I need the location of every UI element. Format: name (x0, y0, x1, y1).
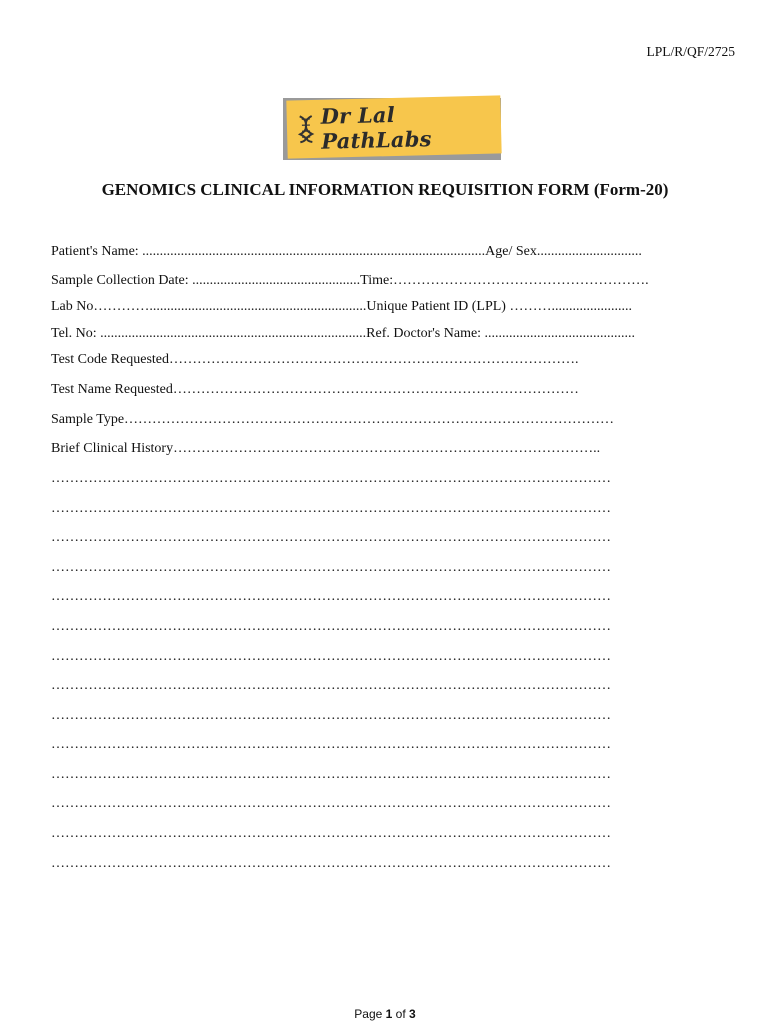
field-test-code-requested[interactable]: Test Code Requested……………………………………………………………………………. (51, 352, 579, 367)
history-line[interactable]: ………………………………………………………………………………………………………… (51, 501, 611, 516)
document-code: LPL/R/QF/2725 (646, 44, 735, 59)
page-current: 1 (385, 1007, 393, 1021)
history-line[interactable]: ………………………………………………………………………………………………………… (51, 649, 611, 664)
history-line[interactable]: ………………………………………………………………………………………………………… (51, 560, 611, 575)
history-line[interactable]: ………………………………………………………………………………………………………… (51, 796, 611, 811)
field-test-name-requested[interactable]: Test Name Requested…………………………………………………………………………… (51, 382, 579, 397)
logo-card (286, 95, 501, 158)
history-line[interactable]: ………………………………………………………………………………………………………… (51, 767, 611, 782)
history-line[interactable]: ………………………………………………………………………………………………………… (51, 619, 611, 634)
history-line[interactable]: ………………………………………………………………………………………………………… (51, 589, 611, 604)
history-line[interactable]: ………………………………………………………………………………………………………… (51, 737, 611, 752)
field-lab-no-unique-patient-id[interactable]: Lab No…………..............................................................Unique Patient ID (LPL) ………....................... (51, 299, 632, 314)
dna-helix-icon (297, 114, 316, 144)
logo (283, 98, 501, 160)
field-patient-name-age-sex[interactable]: Patient's Name: ..................................................................................................Age/ Sex.............................. (51, 244, 642, 259)
history-line[interactable]: ………………………………………………………………………………………………………… (51, 471, 611, 486)
page-total: 3 (409, 1007, 416, 1021)
field-tel-no-ref-doctor[interactable]: Tel. No: ............................................................................Ref. Doctor's Name: ........................................... (51, 326, 636, 341)
form-title: GENOMICS CLINICAL INFORMATION REQUISITION FORM (Form-20) (101, 180, 669, 199)
history-line[interactable]: ………………………………………………………………………………………………………… (51, 856, 611, 871)
field-sample-collection-date-time[interactable]: Sample Collection Date: ................................................Time:………………………………………………. (51, 273, 649, 288)
history-line[interactable]: ………………………………………………………………………………………………………… (51, 678, 611, 693)
history-line[interactable]: ………………………………………………………………………………………………………… (51, 826, 611, 841)
page-of: of (392, 1007, 410, 1021)
field-brief-clinical-history[interactable]: Brief Clinical History……………………………………………………………………………….. (51, 441, 601, 456)
page-number (0, 1007, 770, 1021)
history-line[interactable]: ………………………………………………………………………………………………………… (51, 708, 611, 723)
field-sample-type[interactable]: Sample Type…………………………………………………………………………………………… (51, 412, 615, 427)
history-line[interactable]: ………………………………………………………………………………………………………… (51, 530, 611, 545)
page-prefix: Page (354, 1007, 386, 1021)
logo-text: Dr Lal PathLabs (320, 101, 432, 154)
